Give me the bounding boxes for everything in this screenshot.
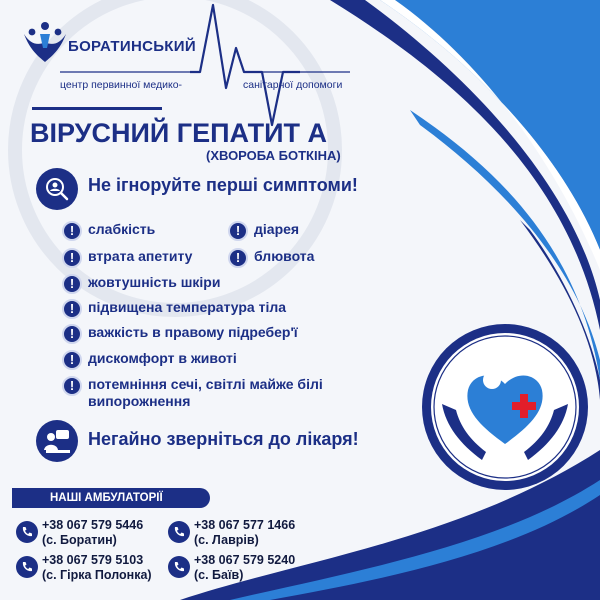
- page-subtitle: (ХВОРОБА БОТКІНА): [206, 148, 341, 163]
- symptom-item: [62, 221, 155, 241]
- symptom-item: [62, 299, 286, 319]
- warning-icon: !: [62, 376, 82, 396]
- warning-icon: !: [62, 221, 82, 241]
- phone-icon: [168, 521, 190, 543]
- logo-name: БОРАТИНСЬКИЙ: [68, 38, 196, 55]
- phone-contact[interactable]: [168, 518, 295, 548]
- warning-icon: !: [62, 350, 82, 370]
- warning-icon: !: [62, 299, 82, 319]
- symptom-text: дискомфорт в животі: [88, 350, 237, 366]
- phone-icon: [16, 521, 38, 543]
- symptom-item: [62, 248, 192, 268]
- ecg-line-icon: [0, 0, 600, 130]
- warning-icon: !: [62, 274, 82, 294]
- ambulatories-heading: НАШІ АМБУЛАТОРІЇ: [12, 488, 210, 508]
- symptom-item: [62, 274, 220, 294]
- phone-number: +38 067 577 1466: [194, 518, 296, 532]
- page-title: ВІРУСНИЙ ГЕПАТИТ А: [30, 118, 328, 148]
- phone-number: +38 067 579 5103: [42, 553, 144, 567]
- phone-location: (с. Баїв): [194, 568, 244, 582]
- family-hands-icon: [20, 16, 70, 66]
- symptom-item: [62, 376, 388, 410]
- warning-icon: !: [228, 221, 248, 241]
- warning-icon: !: [62, 248, 82, 268]
- symptom-text: потемніння сечі, світлі майже білі випорожнення: [88, 376, 323, 409]
- doctor-consultation-icon: [36, 420, 78, 462]
- heart-hands-emblem-icon: [420, 322, 590, 492]
- logo-subtitle-right: санітарної допомоги: [243, 79, 343, 91]
- logo-subtitle-left: центр первинної медико-: [60, 79, 183, 91]
- symptom-item: [228, 248, 314, 268]
- title-divider: [32, 107, 162, 110]
- symptom-item: [62, 350, 237, 370]
- phone-contact[interactable]: [168, 553, 295, 583]
- symptom-text: блювота: [254, 248, 315, 264]
- phone-location: (с. Гірка Полонка): [42, 568, 152, 582]
- phone-location: (с. Лаврів): [194, 533, 259, 547]
- phone-icon: [16, 556, 38, 578]
- symptom-text: жовтушність шкіри: [88, 274, 221, 290]
- phone-icon: [168, 556, 190, 578]
- doctor-heading: Негайно зверніться до лікаря!: [88, 429, 359, 449]
- phone-contact[interactable]: [16, 518, 143, 548]
- symptom-item: [62, 324, 298, 344]
- symptom-text: діарея: [254, 221, 300, 237]
- phone-number: +38 067 579 5446: [42, 518, 144, 532]
- phone-location: (с. Боратин): [42, 533, 117, 547]
- symptom-text: слабкість: [88, 221, 156, 237]
- warning-icon: !: [228, 248, 248, 268]
- phone-contact[interactable]: [16, 553, 152, 583]
- warning-icon: !: [62, 324, 82, 344]
- symptom-item: [228, 221, 299, 241]
- symptom-text: важкість в правому підребер'ї: [88, 324, 298, 340]
- symptom-text: підвищена температура тіла: [88, 299, 287, 315]
- symptoms-heading: Не ігноруйте перші симптоми!: [88, 175, 358, 195]
- symptoms-search-icon: [36, 168, 78, 210]
- symptom-text: втрата апетиту: [88, 248, 193, 264]
- phone-number: +38 067 579 5240: [194, 553, 296, 567]
